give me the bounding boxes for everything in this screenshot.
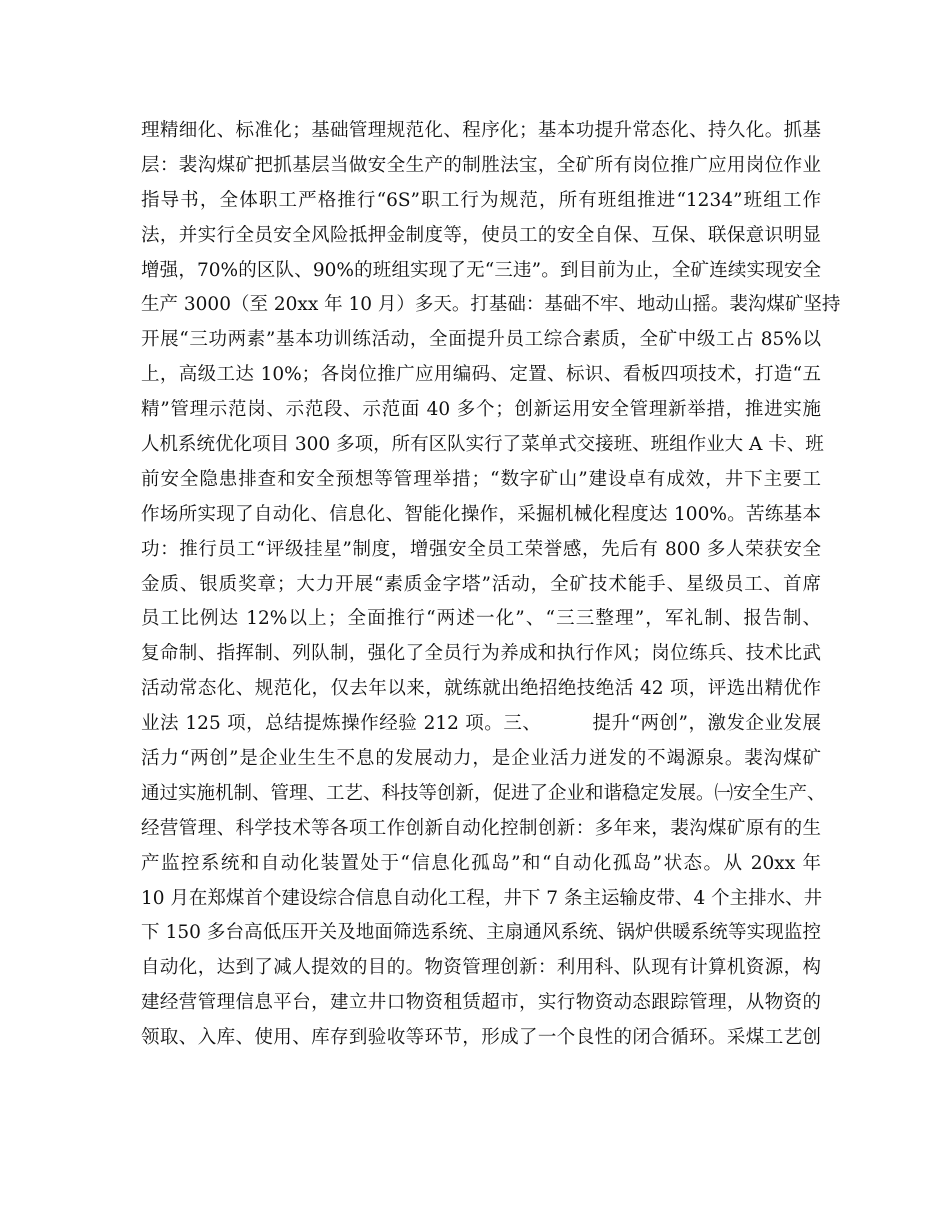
text-line: 精”管理示范岗、示范段、示范面 40 多个；创新运用安全管理新举措，推进实施 bbox=[141, 399, 821, 421]
text-line: 经营管理、科学技术等各项工作创新自动化控制创新：多年来，裴沟煤矿原有的生 bbox=[141, 817, 821, 839]
text-line: 指导书，全体职工严格推行“6S”职工行为规范，所有班组推进“1234”班组工作 bbox=[141, 189, 821, 211]
text-line: 建经营管理信息平台，建立井口物资租赁超市，实行物资动态跟踪管理，从物资的 bbox=[141, 992, 821, 1014]
text-line: 业法 125 项，总结提炼操作经验 212 项。三、 提升“两创”，激发企业发展 bbox=[141, 713, 821, 735]
text-line: 生产 3000（至 20xx 年 10 月）多天。打基础：基础不牢、地动山摇。裴沟煤矿坚持 bbox=[141, 294, 841, 316]
text-line: 员工比例达 12%以上；全面推行“两述一化”、“三三整理”，军礼制、报告制、 bbox=[141, 608, 821, 630]
text-line: 上，高级工达 10%；各岗位推广应用编码、定置、标识、看板四项技术，打造“五 bbox=[141, 364, 821, 386]
text-line: 层：裴沟煤矿把抓基层当做安全生产的制胜法宝，全矿所有岗位推广应用岗位作业 bbox=[141, 154, 821, 176]
text-line: 活动常态化、规范化，仅去年以来，就练就出绝招绝技绝活 42 项，评选出精优作 bbox=[141, 678, 821, 700]
text-line: 下 150 多台高低压开关及地面筛选系统、主扇通风系统、锅炉供暖系统等实现监控 bbox=[141, 922, 821, 944]
text-line: 金质、银质奖章；大力开展“素质金字塔”活动，全矿技术能手、星级员工、首席 bbox=[141, 573, 821, 595]
text-line: 通过实施机制、管理、工艺、科技等创新，促进了企业和谐稳定发展。㈠安全生产、 bbox=[141, 782, 826, 804]
text-line: 活力“两创”是企业生生不息的发展动力，是企业活力迸发的不竭源泉。裴沟煤矿 bbox=[141, 748, 821, 770]
text-line: 复命制、指挥制、列队制，强化了全员行为养成和执行作风；岗位练兵、技术比武 bbox=[141, 643, 821, 665]
text-line: 10 月在郑煤首个建设综合信息自动化工程，井下 7 条主运输皮带、4 个主排水、井 bbox=[141, 887, 823, 909]
text-line: 法，并实行全员安全风险抵押金制度等，使员工的安全自保、互保、联保意识明显 bbox=[141, 224, 821, 246]
text-line: 开展“三功两素”基本功训练活动，全面提升员工综合素质，全矿中级工占 85%以 bbox=[141, 329, 821, 351]
body-text bbox=[141, 114, 841, 1056]
text-line: 产监控系统和自动化装置处于“信息化孤岛”和“自动化孤岛”状态。从 20xx 年 bbox=[141, 852, 821, 874]
text-line: 功：推行员工“评级挂星”制度，增强安全员工荣誉感，先后有 800 多人荣获安全 bbox=[141, 538, 821, 560]
text-line: 人机系统优化项目 300 多项，所有区队实行了菜单式交接班、班组作业大 A 卡、班 bbox=[141, 434, 824, 456]
text-line: 领取、入库、使用、库存到验收等环节，形成了一个良性的闭合循环。采煤工艺创 bbox=[141, 1027, 821, 1049]
text-line: 自动化，达到了减人提效的目的。物资管理创新：利用科、队现有计算机资源，构 bbox=[141, 957, 821, 979]
text-line: 前安全隐患排查和安全预想等管理举措；“数字矿山”建设卓有成效，井下主要工 bbox=[141, 468, 821, 490]
text-line: 理精细化、标准化；基础管理规范化、程序化；基本功提升常态化、持久化。抓基 bbox=[141, 120, 821, 141]
text-line: 作场所实现了自动化、信息化、智能化操作，采掘机械化程度达 100%。苦练基本 bbox=[141, 503, 821, 525]
text-line: 增强，70%的区队、90%的班组实现了无“三违”。到目前为止，全矿连续实现安全 bbox=[141, 259, 821, 281]
